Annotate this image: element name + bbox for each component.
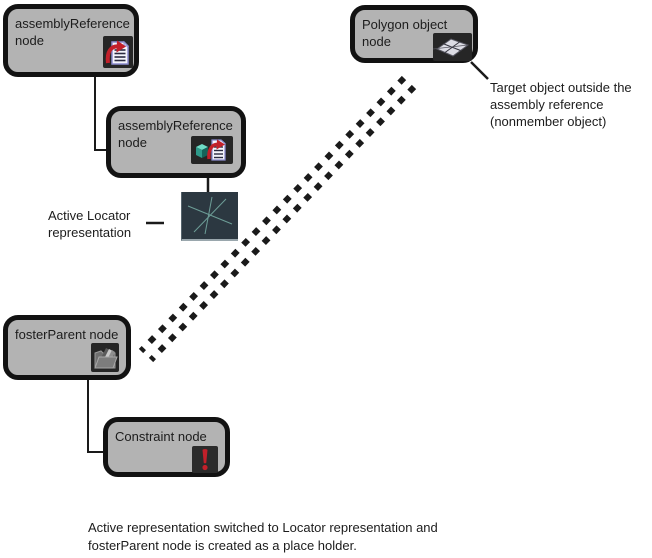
reference-file-icon <box>103 36 133 68</box>
node-label: fosterParent node <box>15 327 119 342</box>
node-label: assemblyReference node <box>15 16 130 48</box>
node-label: Constraint node <box>115 429 207 444</box>
locator-axes-icon <box>182 192 238 237</box>
node-label: assemblyReference node <box>118 118 233 150</box>
warning-exclamation-icon <box>192 446 218 473</box>
active-locator-annotation: Active Locator representation <box>48 208 132 240</box>
diagram-caption: Active representation switched to Locator representation and fosterParent node is created as a place holder. <box>88 520 438 553</box>
locator-representation-image <box>181 192 238 241</box>
connector-fosterparent-constraint <box>88 379 104 452</box>
node-label: Polygon object node <box>362 17 448 49</box>
cube-reference-file-icon <box>191 136 233 164</box>
leader-line-target-object <box>471 62 488 79</box>
polygon-mesh-icon <box>433 33 472 61</box>
folder-layers-icon <box>91 343 119 372</box>
target-object-annotation: Target object outside the assembly reference (nonmember object) <box>490 80 632 129</box>
